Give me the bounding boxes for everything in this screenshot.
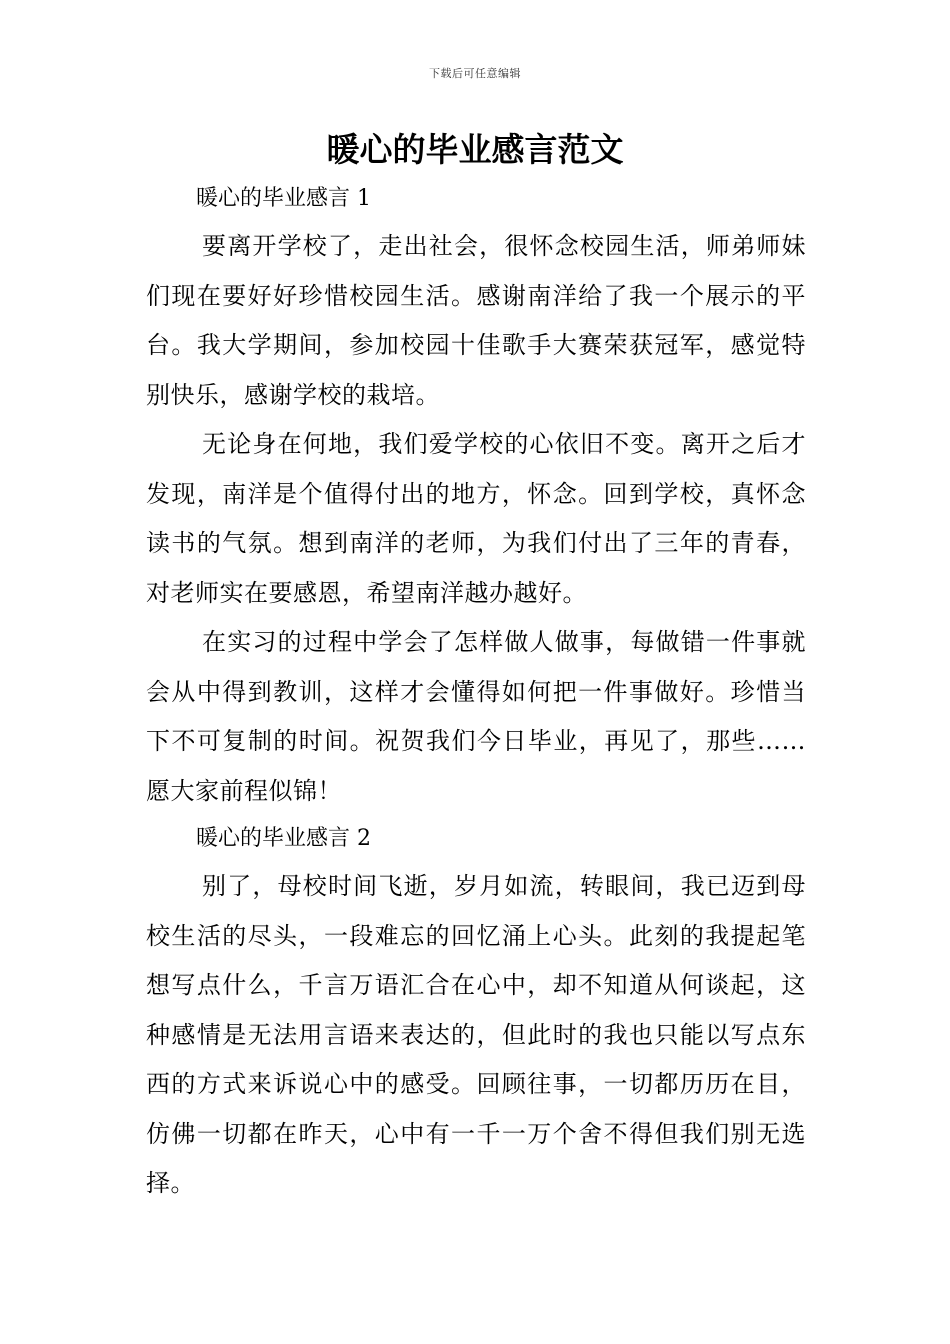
paragraph: 别了，母校时间飞逝，岁月如流，转眼间，我已迈到母校生活的尽头，一段难忘的回忆涌上心头。此刻的我提起笔想写点什么，千言万语汇合在心中，却不知道从何谈起，这种感情是无法用言语来表达的，但此时的我也只能以写点东西的方式来诉说心中的感受。回顾往事，一切都历历在目，仿佛一切都在昨天，心中有一千一万个舍不得但我们别无选择。 — [146, 872, 806, 1197]
header-note: 下载后可任意编辑 — [429, 67, 521, 80]
paragraph: 在实习的过程中学会了怎样做人做事，每做错一件事就会从中得到教训，这样才会懂得如何把一件事做好。珍惜当下不可复制的时间。祝贺我们今日毕业，再见了，那些……愿大家前程似锦！ — [146, 628, 806, 805]
paragraph: 无论身在何地，我们爱学校的心依旧不变。离开之后才发现，南洋是个值得付出的地方，怀念。回到学校，真怀念读书的气氛。想到南洋的老师，为我们付出了三年的青春，对老师实在要感恩，希望南洋越办越好。 — [146, 430, 806, 607]
section-heading-1: 暖心的毕业感言 1 — [196, 186, 371, 211]
document-body — [146, 176, 806, 1209]
document-title: 暖心的毕业感言范文 — [326, 130, 624, 169]
section-heading-2: 暖心的毕业感言 2 — [196, 826, 371, 851]
paragraph: 要离开学校了，走出社会，很怀念校园生活，师弟师妹们现在要好好珍惜校园生活。感谢南洋给了我一个展示的平台。我大学期间，参加校园十佳歌手大赛荣获冠军，感觉特别快乐，感谢学校的栽培。 — [146, 232, 806, 409]
